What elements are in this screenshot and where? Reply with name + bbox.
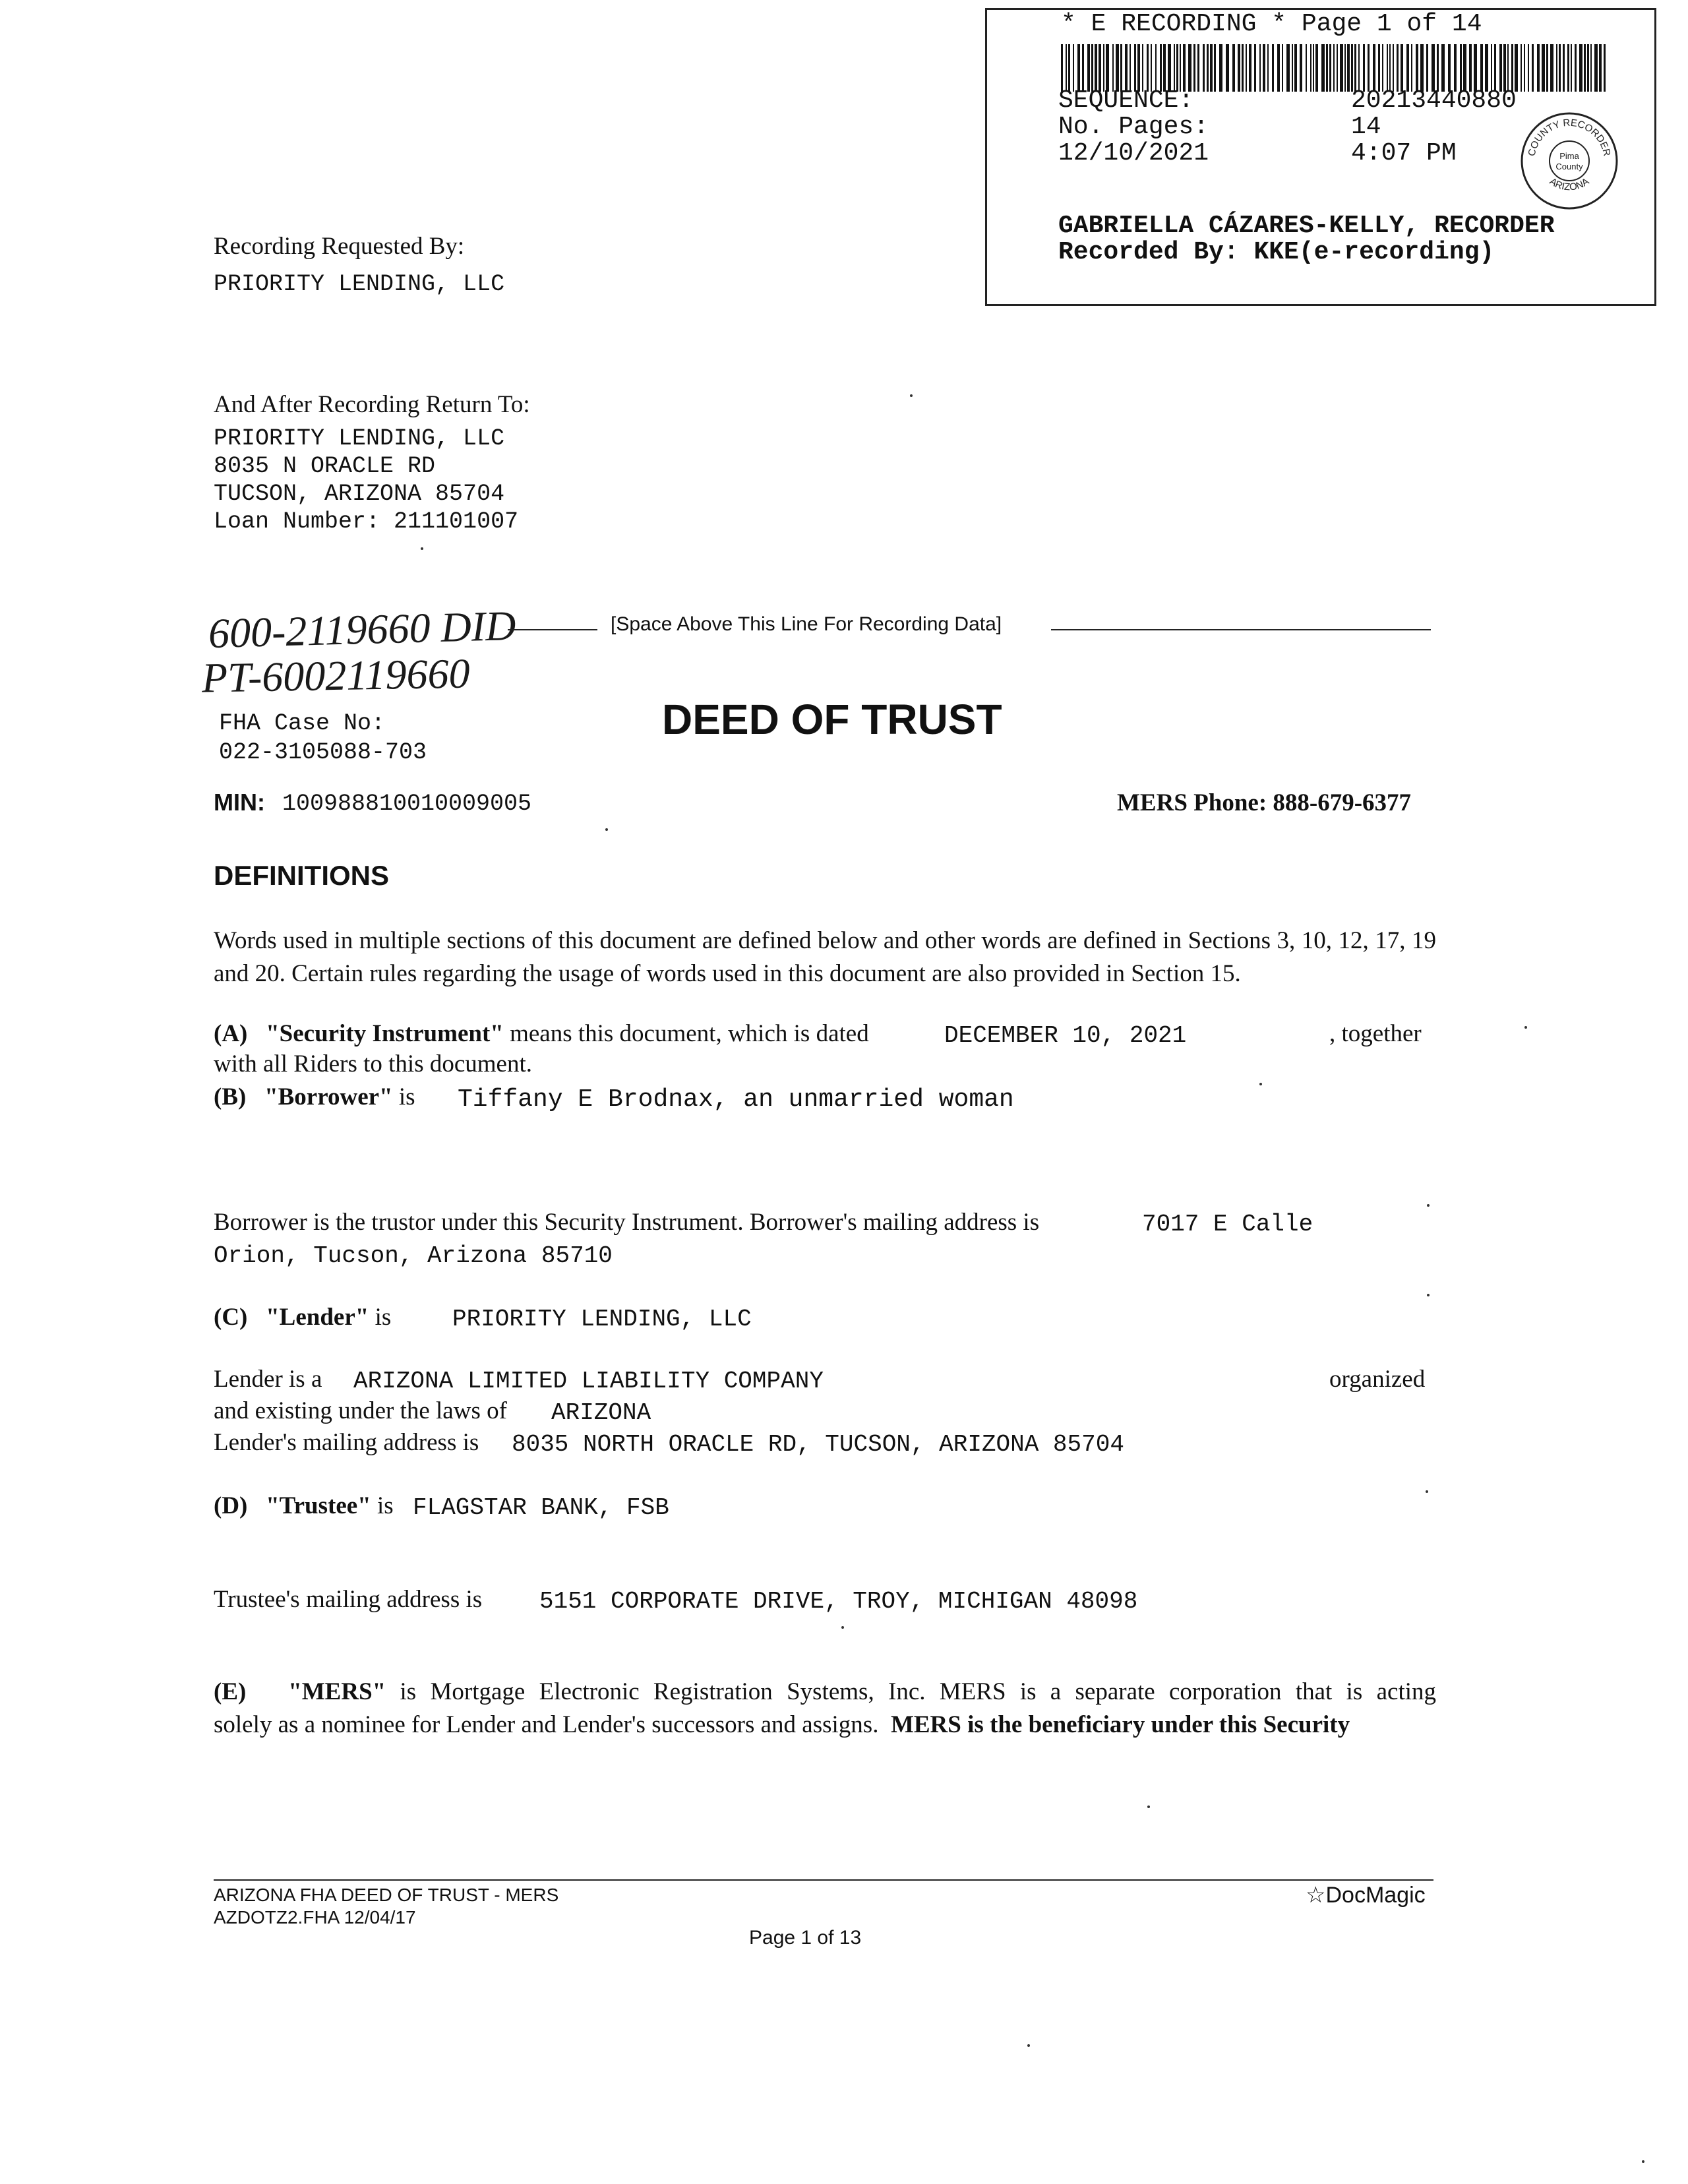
barcode-bar	[1073, 44, 1074, 92]
barcode-bar	[1174, 44, 1175, 92]
barcode-bar	[1507, 44, 1509, 92]
document-title: DEED OF TRUST	[662, 696, 1002, 743]
barcode-bar	[1210, 44, 1213, 92]
barcode-bar	[1550, 44, 1553, 92]
borrower-address-line-2: Orion, Tucson, Arizona 85710	[214, 1242, 613, 1269]
recording-stamp	[985, 8, 1656, 306]
barcode-bar	[1077, 44, 1080, 92]
barcode-icon	[1061, 44, 1608, 92]
scan-speck	[1427, 1204, 1430, 1207]
barcode-bar	[1448, 44, 1451, 92]
barcode-bar	[1183, 44, 1186, 92]
lender-is-a: Lender is a	[214, 1366, 322, 1393]
scan-speck	[1426, 1490, 1428, 1493]
barcode-bar	[1480, 44, 1483, 92]
borrower-name: Tiffany E Brodnax, an unmarried woman	[458, 1085, 1014, 1114]
barcode-bar	[1499, 44, 1502, 92]
min-label: MIN:	[214, 789, 265, 816]
divider-line	[508, 629, 597, 630]
barcode-bar	[1571, 44, 1572, 92]
footer-form-code: AZDOTZ2.FHA 12/04/17	[214, 1907, 416, 1927]
barcode-bar	[1259, 44, 1261, 92]
borrower-address-line-1: 7017 E Calle	[1142, 1211, 1313, 1238]
section-a-together: , together	[1329, 1020, 1422, 1047]
barcode-bar	[1112, 44, 1114, 92]
lender-organized: organized	[1329, 1366, 1426, 1393]
section-e-line-1: (E) "MERS" is Mortgage Electronic Registration Systems, Inc. MERS is a separate corporation that is acting	[214, 1678, 1436, 1705]
pages-label: No. Pages:	[1058, 113, 1209, 141]
barcode-bar	[1511, 44, 1513, 92]
barcode-bar	[1333, 44, 1335, 92]
space-above-note: [Space Above This Line For Recording Data]	[611, 613, 1002, 635]
barcode-bar	[1155, 44, 1157, 92]
trustee-name: FLAGSTAR BANK, FSB	[413, 1494, 669, 1521]
barcode-bar	[1267, 44, 1269, 92]
fha-case-label: FHA Case No:	[219, 710, 386, 737]
barcode-bar	[1137, 44, 1140, 92]
barcode-bar	[1494, 44, 1496, 92]
barcode-bar	[1420, 44, 1424, 92]
barcode-bar	[1282, 44, 1283, 92]
lender-address-text: Lender's mailing address is	[214, 1429, 479, 1456]
barcode-bar	[1584, 44, 1586, 92]
barcode-bar	[1066, 44, 1067, 92]
barcode-bar	[1532, 44, 1534, 92]
divider-line	[1051, 629, 1431, 630]
svg-text:County: County	[1555, 162, 1583, 171]
barcode-bar	[1373, 44, 1375, 92]
scan-speck	[1027, 2044, 1030, 2047]
barcode-bar	[1087, 44, 1090, 92]
definitions-heading: DEFINITIONS	[214, 860, 390, 891]
barcode-bar	[1432, 44, 1435, 92]
barcode-bar	[1347, 44, 1350, 92]
scan-speck	[605, 828, 608, 831]
barcode-bar	[1401, 44, 1403, 92]
barcode-bar	[1491, 44, 1492, 92]
svg-text:COUNTY RECORDER: COUNTY RECORDER	[1526, 117, 1613, 158]
barcode-bar	[1358, 44, 1360, 92]
scan-speck	[1642, 2160, 1644, 2163]
handwritten-note-2: PT-6002119660	[201, 650, 471, 702]
barcode-bar	[1286, 44, 1290, 92]
barcode-bar	[1315, 44, 1318, 92]
barcode-bar	[1463, 44, 1466, 92]
barcode-bar	[1378, 44, 1380, 92]
stamp-header: * E RECORDING * Page 1 of 14	[1061, 10, 1482, 38]
barcode-bar	[1503, 44, 1506, 92]
scan-speck	[421, 547, 423, 550]
barcode-bar	[1095, 44, 1097, 92]
barcode-bar	[1587, 44, 1589, 92]
return-line-4: Loan Number: 211101007	[214, 508, 519, 535]
security-instrument-date: DECEMBER 10, 2021	[944, 1022, 1187, 1049]
barcode-bar	[1091, 44, 1093, 92]
section-b: (B) "Borrower" is	[214, 1083, 415, 1110]
barcode-bar	[1515, 44, 1518, 92]
return-to-label: And After Recording Return To:	[214, 391, 530, 418]
scan-speck	[910, 394, 913, 397]
barcode-bar	[1246, 44, 1247, 92]
barcode-bar	[1238, 44, 1240, 92]
barcode-bar	[1344, 44, 1346, 92]
barcode-bar	[1326, 44, 1328, 92]
trustee-address: 5151 CORPORATE DRIVE, TROY, MICHIGAN 48098	[539, 1588, 1138, 1615]
barcode-bar	[1068, 44, 1070, 92]
svg-text:Pima: Pima	[1559, 151, 1579, 161]
barcode-bar	[1397, 44, 1399, 92]
barcode-bar	[1521, 44, 1522, 92]
barcode-bar	[1226, 44, 1229, 92]
definitions-intro: Words used in multiple sections of this document are defined below and other words are defined in Sections 3, 10, 12, 17, 19 and 20. Certain rules regarding the usage of words used in this document are also provided in Section 15.	[214, 927, 1436, 987]
barcode-bar	[1313, 44, 1314, 92]
barcode-bar	[1163, 44, 1166, 92]
barcode-bar	[1116, 44, 1119, 92]
footer-form-name: ARIZONA FHA DEED OF TRUST - MERS	[214, 1885, 559, 1905]
barcode-bar	[1329, 44, 1331, 92]
barcode-bar	[1294, 44, 1297, 92]
barcode-bar	[1272, 44, 1274, 92]
barcode-bar	[1575, 44, 1577, 92]
footer-rule	[214, 1879, 1433, 1881]
county-seal-icon	[1520, 111, 1619, 210]
barcode-bar	[1203, 44, 1205, 92]
section-a-riders: with all Riders to this document.	[214, 1050, 533, 1077]
barcode-bar	[1368, 44, 1370, 92]
barcode-bar	[1242, 44, 1244, 92]
return-line-2: 8035 N ORACLE RD	[214, 453, 436, 479]
barcode-bar	[1340, 44, 1343, 92]
borrower-address-text: Borrower is the trustor under this Security Instrument. Borrower's mailing address is	[214, 1209, 1040, 1236]
section-d: (D) "Trustee" is	[214, 1492, 394, 1519]
barcode-bar	[1546, 44, 1548, 92]
barcode-bar	[1103, 44, 1104, 92]
min-value: 100988810010009005	[282, 791, 532, 817]
page-number: Page 1 of 13	[749, 1927, 862, 1949]
barcode-bar	[1207, 44, 1209, 92]
barcode-bar	[1160, 44, 1162, 92]
barcode-bar	[1393, 44, 1394, 92]
barcode-bar	[1277, 44, 1280, 92]
barcode-bar	[1168, 44, 1171, 92]
barcode-bar	[1134, 44, 1136, 92]
barcode-bar	[1106, 44, 1109, 92]
lender-name: PRIORITY LENDING, LLC	[452, 1306, 752, 1333]
barcode-bar	[1321, 44, 1325, 92]
barcode-bar	[1142, 44, 1143, 92]
barcode-bar	[1099, 44, 1101, 92]
record-time: 4:07 PM	[1351, 139, 1457, 167]
trustee-address-text: Trustee's mailing address is	[214, 1586, 483, 1613]
barcode-bar	[1306, 44, 1307, 92]
barcode-bar	[1120, 44, 1122, 92]
lender-laws-text: and existing under the laws of	[214, 1397, 507, 1424]
barcode-bar	[1556, 44, 1557, 92]
section-e-line-2: solely as a nominee for Lender and Lender's successors and assigns. MERS is the beneficiary under this Security	[214, 1711, 1350, 1738]
barcode-bar	[1411, 44, 1412, 92]
barcode-bar	[1147, 44, 1149, 92]
barcode-bar	[1214, 44, 1216, 92]
return-line-3: TUCSON, ARIZONA 85704	[214, 481, 505, 507]
barcode-bar	[1460, 44, 1462, 92]
section-c: (C) "Lender" is	[214, 1304, 392, 1331]
barcode-bar	[1563, 44, 1565, 92]
barcode-bar	[1454, 44, 1457, 92]
svg-text:ARIZONA: ARIZONA	[1547, 175, 1592, 193]
barcode-bar	[1180, 44, 1181, 92]
requested-by-label: Recording Requested By:	[214, 233, 465, 260]
recorded-by: Recorded By: KKE(e-recording)	[1058, 238, 1495, 266]
fha-case-value: 022-3105088-703	[219, 739, 427, 766]
barcode-bar	[1567, 44, 1569, 92]
scan-speck	[1259, 1083, 1262, 1085]
barcode-bar	[1590, 44, 1592, 92]
barcode-bar	[1337, 44, 1338, 92]
barcode-bar	[1249, 44, 1251, 92]
barcode-bar	[1599, 44, 1602, 92]
barcode-bar	[1176, 44, 1178, 92]
barcode-bar	[1474, 44, 1477, 92]
barcode-bar	[1485, 44, 1488, 92]
scan-speck	[841, 1626, 844, 1629]
lender-entity-type: ARIZONA LIMITED LIABILITY COMPANY	[353, 1368, 824, 1395]
barcode-bar	[1528, 44, 1529, 92]
sequence-label: SEQUENCE:	[1058, 86, 1194, 115]
barcode-bar	[1406, 44, 1409, 92]
barcode-bar	[1416, 44, 1418, 92]
barcode-bar	[1441, 44, 1445, 92]
scan-speck	[1524, 1026, 1527, 1029]
barcode-bar	[1082, 44, 1084, 92]
barcode-bar	[1382, 44, 1383, 92]
star-icon: ☆	[1306, 1883, 1326, 1908]
barcode-bar	[1300, 44, 1302, 92]
barcode-bar	[1542, 44, 1545, 92]
barcode-bar	[1354, 44, 1356, 92]
barcode-bar	[1151, 44, 1152, 92]
barcode-bar	[1061, 44, 1063, 92]
barcode-bar	[1387, 44, 1388, 92]
handwritten-note-1: 600-2119660 DID	[208, 601, 517, 657]
lender-state: ARIZONA	[551, 1399, 651, 1426]
barcode-bar	[1363, 44, 1365, 92]
return-line-1: PRIORITY LENDING, LLC	[214, 425, 505, 452]
sequence-value: 20213440880	[1351, 86, 1517, 115]
docmagic-logo: ☆DocMagic	[1306, 1883, 1426, 1908]
barcode-bar	[1263, 44, 1265, 92]
barcode-bar	[1389, 44, 1391, 92]
lender-address: 8035 NORTH ORACLE RD, TUCSON, ARIZONA 85704	[512, 1431, 1124, 1458]
barcode-bar	[1292, 44, 1293, 92]
scan-speck	[1427, 1294, 1430, 1296]
barcode-bar	[1537, 44, 1540, 92]
barcode-bar	[1469, 44, 1472, 92]
barcode-bar	[1437, 44, 1439, 92]
scan-speck	[1147, 1805, 1150, 1808]
barcode-bar	[1310, 44, 1311, 92]
barcode-bar	[1351, 44, 1353, 92]
barcode-bar	[1125, 44, 1128, 92]
section-a: (A) "Security Instrument" means this document, which is dated	[214, 1020, 869, 1047]
barcode-bar	[1426, 44, 1428, 92]
barcode-bar	[1130, 44, 1131, 92]
barcode-bar	[1524, 44, 1525, 92]
barcode-bar	[1219, 44, 1222, 92]
barcode-bar	[1604, 44, 1606, 92]
barcode-bar	[1594, 44, 1598, 92]
recorder-name: GABRIELLA CÁZARES-KELLY, RECORDER	[1058, 212, 1555, 240]
requested-by-value: PRIORITY LENDING, LLC	[214, 271, 505, 297]
record-date: 12/10/2021	[1058, 139, 1209, 167]
barcode-bar	[1197, 44, 1199, 92]
barcode-bar	[1254, 44, 1256, 92]
barcode-bar	[1188, 44, 1191, 92]
barcode-bar	[1579, 44, 1582, 92]
barcode-bar	[1193, 44, 1195, 92]
pages-value: 14	[1351, 113, 1381, 141]
barcode-bar	[1232, 44, 1235, 92]
barcode-bar	[1559, 44, 1561, 92]
mers-phone: MERS Phone: 888-679-6377	[1117, 789, 1412, 816]
